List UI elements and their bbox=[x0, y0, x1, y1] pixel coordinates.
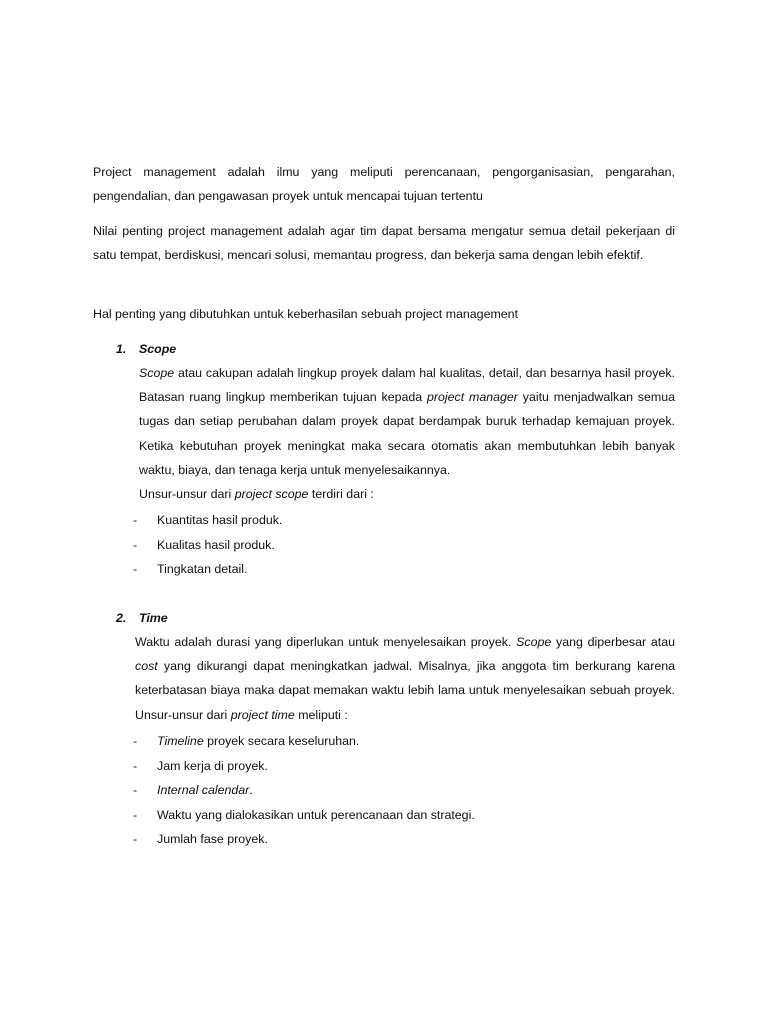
body-text: terdiri dari : bbox=[308, 487, 374, 502]
section-title: Scope bbox=[139, 342, 177, 356]
italic-term: Timeline bbox=[157, 734, 204, 748]
bullet-dash: - bbox=[133, 783, 138, 798]
bullet-dash: - bbox=[133, 807, 138, 822]
body-text: meliputi : bbox=[294, 707, 348, 722]
body-text: Unsur-unsur dari bbox=[139, 487, 235, 502]
body-text: yang dikurangi dapat meningkatkan jadwal. Misalnya, jika anggota tim berkurang karena keterbatasan biaya maka dapat memakan waktu lebih lama untuk menyelesaikan sebuah proyek. Unsur-unsur dari bbox=[135, 659, 675, 722]
bullet-dash: - bbox=[133, 734, 138, 748]
section-body-time bbox=[135, 630, 675, 727]
body-text: atau cakupan adalah lingkup proyek dalam hal kualitas, detail, dan besarnya hasil proyek. Batasan ruang lingkup memberikan tujuan kepada bbox=[139, 366, 675, 405]
body-text: Waktu yang dialokasikan untuk perencanaan dan strategi. bbox=[157, 807, 475, 822]
section-body-scope bbox=[139, 361, 675, 506]
body-text: proyek secara keseluruhan. bbox=[203, 734, 360, 748]
body-text: yang diperbesar atau bbox=[551, 635, 675, 649]
italic-term: Scope bbox=[516, 635, 552, 649]
body-text: Waktu adalah durasi yang diperlukan untuk menyelesaikan proyek. bbox=[135, 635, 517, 649]
list-item-text bbox=[157, 729, 359, 754]
italic-term: project manager bbox=[427, 390, 518, 405]
list-item-text bbox=[157, 803, 475, 828]
list-item-text: Kuantitas hasil produk. bbox=[157, 513, 283, 527]
bullet-dash: - bbox=[133, 758, 138, 773]
section-heading-time bbox=[116, 606, 168, 630]
paragraph-requirements: Hal penting yang dibutuhkan untuk keberhasilan sebuah project management bbox=[93, 307, 519, 321]
paragraph-definition: Project management adalah ilmu yang meliputi perencanaan, pengorganisasian, pengarahan, pengendalian, dan pengawasan proyek untuk mencapai tujuan tertentu bbox=[93, 165, 675, 203]
italic-term: Scope bbox=[139, 366, 175, 380]
list-item-text bbox=[157, 754, 268, 779]
list-item-text: Tingkatan detail. bbox=[157, 562, 248, 577]
italic-term: project scope bbox=[234, 487, 309, 502]
section-number: 1. bbox=[116, 342, 127, 356]
italic-term: project time bbox=[230, 707, 295, 722]
section-number: 2. bbox=[116, 611, 127, 625]
body-text: Jumlah fase proyek. bbox=[157, 832, 268, 847]
body-text: Jam kerja di proyek. bbox=[157, 758, 268, 773]
bullet-dash: - bbox=[133, 832, 138, 847]
bullet-dash: - bbox=[133, 537, 138, 552]
italic-term: Internal calendar bbox=[157, 783, 250, 798]
list-item-text bbox=[157, 827, 268, 852]
list-item-text: Kualitas hasil produk. bbox=[157, 537, 275, 552]
body-text: yaitu menjadwalkan semua tugas dan setiap perubahan dalam proyek dapat berdampak buruk terhadap kemajuan proyek. Ketika kebutuhan proyek meningkat maka secara otomatis akan membutuhkan lebih banyak waktu, biaya, dan tenaga kerja untuk menyelesaikannya. bbox=[139, 390, 675, 477]
paragraph-importance: Nilai penting project management adalah agar tim dapat bersama mengatur semua detail pekerjaan di satu tempat, berdiskusi, mencari solusi, memantau progress, dan bekerja sama dengan lebih efektif. bbox=[93, 224, 675, 262]
section-heading-scope bbox=[116, 337, 176, 361]
body-text: . bbox=[249, 783, 253, 798]
italic-term: cost bbox=[135, 659, 158, 674]
elements-intro bbox=[139, 482, 675, 506]
section-title: Time bbox=[139, 611, 168, 625]
bullet-dash: - bbox=[133, 513, 138, 527]
bullet-dash: - bbox=[133, 562, 138, 577]
list-item-text bbox=[157, 778, 253, 803]
